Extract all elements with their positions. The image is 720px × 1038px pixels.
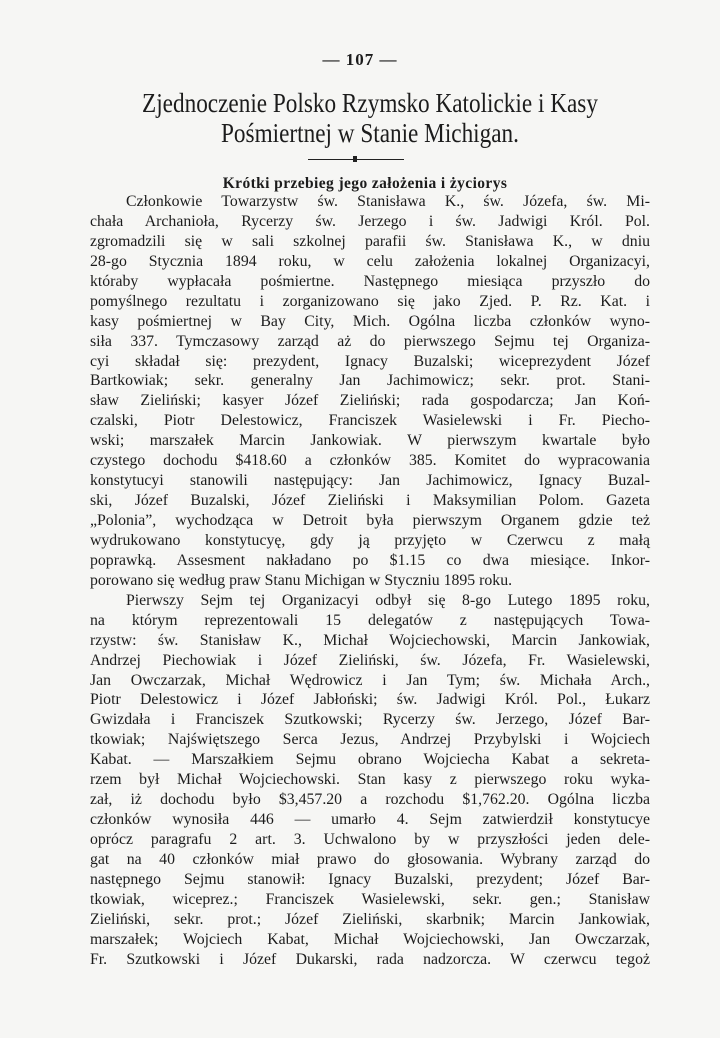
text-line: Gwizdała i Franciszek Szutkowski; Rycerzy św. Jerzego, Józef Bar- (90, 711, 650, 729)
text-line: Jan Owczarzak, Michał Wędrowicz i Jan Tym; św. Michała Arch., (90, 671, 650, 689)
text-line: Piotr Delestowicz i Józef Jabłoński; św. Jadwigi Król. Pol., Łukarz (90, 691, 650, 709)
divider-ornament (353, 156, 357, 162)
text-line: pomyślnego rezultatu i zorganizowano się jako Zjed. P. Rz. Kat. i (90, 292, 650, 310)
text-line: „Polonia”, wychodząca w Detroit była pierwszym Organem gdzie też (90, 512, 650, 529)
text-line: wski; marszałek Marcin Jankowiak. W pierwszym kwartale było (90, 432, 650, 450)
text-line: tkowiak; Najświętszego Serca Jezus, Andrzej Przybylski i Wojciech (90, 731, 650, 749)
text-line: następnego Sejmu stanowił: Ignacy Buzalski, prezydent; Józef Bar- (90, 870, 650, 888)
title-line-2: Pośmiertnej w Stanie Michigan. (221, 118, 519, 148)
text-line: cyi składał się: prezydent, Ignacy Buzalski; wiceprezydent Józef (90, 352, 650, 370)
text-line: rzem był Michał Wojciechowski. Stan kasy z pierwszego roku wyka- (90, 771, 650, 789)
text-line: zgromadzili się w sali szkolnej parafii św. Stanisława K., w dniu (90, 232, 650, 250)
text-line: Bartkowiak; sekr. generalny Jan Jachimowicz; sekr. prot. Stani- (90, 372, 650, 390)
text-line: marszałek; Wojciech Kabat, Michał Wojciechowski, Jan Owczarzak, (90, 930, 650, 948)
text-line: kasy pośmiertnej w Bay City, Mich. Ogólna liczba członków wyno- (90, 312, 650, 330)
text-line: Pierwszy Sejm tej Organizacyi odbył się 8-go Lutego 1895 roku, (126, 591, 650, 609)
text-line: chała Archanioła, Rycerzy św. Jerzego i św. Jadwigi Król. Pol. (90, 212, 650, 230)
text-line: któraby wypłacała pośmiertne. Następnego miesiąca przyszło do (90, 272, 650, 290)
text-line: konstytucyi stanowili następujący: Jan Jachimowicz, Ignacy Buzal- (90, 472, 650, 490)
section-subtitle: Krótki przebieg jego założenia i życiorys (222, 175, 508, 192)
text-line: poprawką. Assesment nakładano po $1.15 co dwa miesiące. Inkor- (90, 551, 650, 569)
text-line: Kabat. — Marszałkiem Sejmu obrano Wojciecha Kabat a sekreta- (90, 751, 650, 769)
text-line: tkowiak, wiceprez.; Franciszek Wasielewski, sekr. gen.; Stanisław (90, 890, 650, 908)
text-line: porowano się według praw Stanu Michigan w Styczniu 1895 roku. (90, 571, 513, 589)
text-line: Członkowie Towarzystw św. Stanisława K., św. Józefa, św. Mi- (126, 193, 650, 210)
text-line: Andrzej Piechowiak i Józef Zieliński, św. Józefa, Fr. Wasielewski, (90, 651, 650, 669)
text-line: na którym reprezentowali 15 delegatów z następujących Towa- (90, 611, 650, 629)
page-title (103, 88, 636, 148)
text-line: gat na 40 członków miał prawo do głosowania. Wybrany zarząd do (90, 850, 650, 868)
text-line: siła 337. Tymczasowy zarząd aż do pierwszego Sejmu tej Organiza- (90, 332, 650, 350)
text-line: Fr. Szutkowski i Józef Dukarski, rada nadzorcza. W czerwcu tegoż (90, 950, 650, 968)
text-line: sław Zieliński; kasyer Józef Zieliński; rada gospodarcza; Jan Koń- (90, 392, 650, 410)
text-line: czalski, Piotr Delestowicz, Franciszek Wasielewski i Fr. Piecho- (90, 412, 650, 430)
text-line: członków wynosiła 446 — umarło 4. Sejm zatwierdził konstytucye (90, 811, 650, 829)
page-number: — 107 — (322, 50, 398, 69)
text-line: ski, Józef Buzalski, Józef Zieliński i Maksymilian Polom. Gazeta (90, 492, 650, 510)
text-line: oprócz paragrafu 2 art. 3. Uchwalono by w przyszłości jeden dele- (90, 831, 650, 848)
text-line: Zieliński, sekr. prot.; Józef Zieliński, skarbnik; Marcin Jankowiak, (90, 910, 650, 928)
text-line: 28-go Stycznia 1894 roku, w celu założenia lokalnej Organizacyi, (90, 252, 650, 270)
text-line: wydrukowano konstytucyę, gdy ją przyjęto w Czerwcu z małą (90, 531, 650, 549)
body-text (90, 192, 650, 970)
text-line: rzystw: św. Stanisław K., Michał Wojciechowski, Marcin Jankowiak, (90, 631, 650, 649)
text-line: zał, iż dochodu było $3,457.20 a rozchodu $1,762.20. Ogólna liczba (90, 791, 650, 809)
text-line: czystego dochodu $418.60 a członków 385. Komitet do wypracowania (90, 452, 650, 470)
title-line-1: Zjednoczenie Polsko Rzymsko Katolickie i Kasy (142, 88, 598, 118)
